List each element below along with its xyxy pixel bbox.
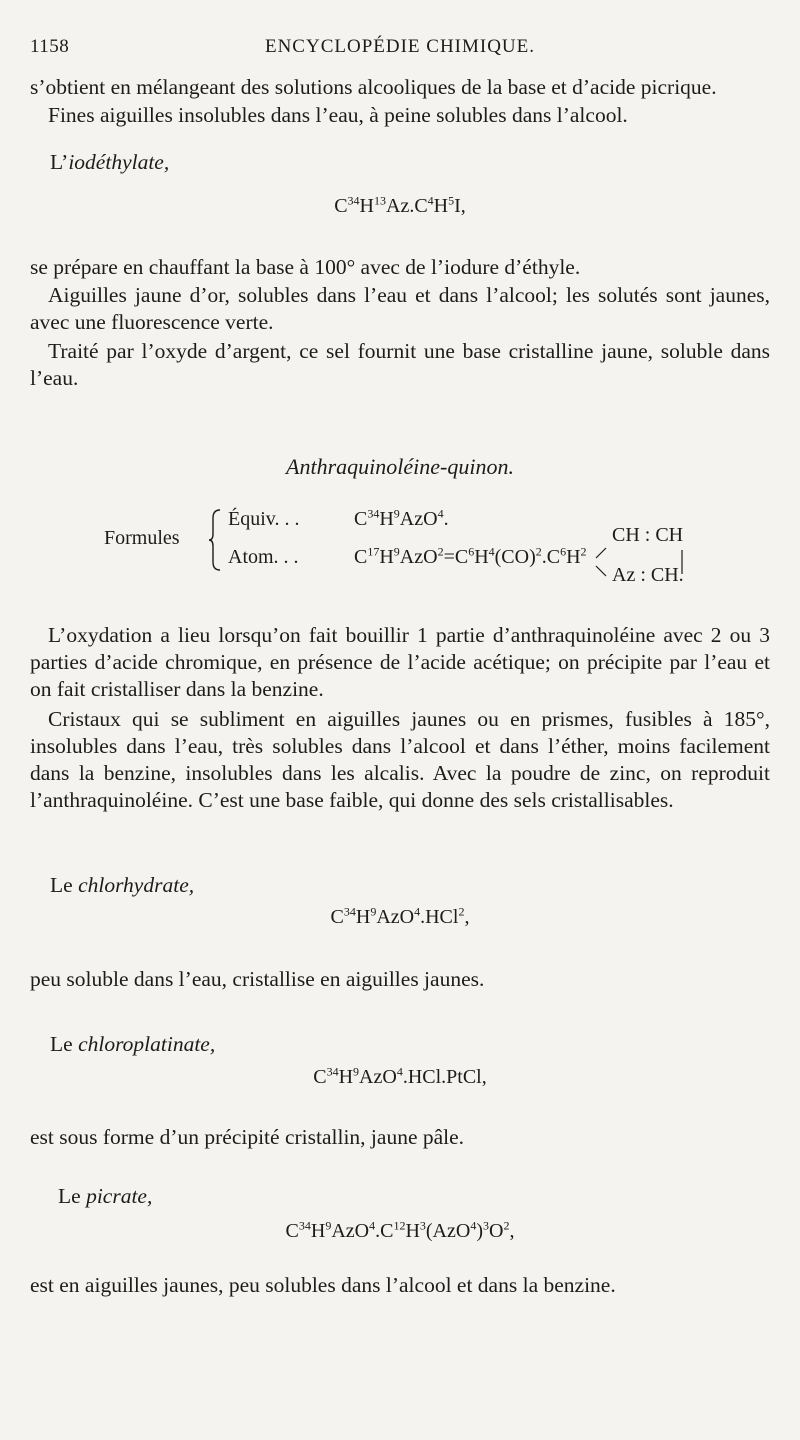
oxydation-paragraph: L’oxydation a lieu lorsqu’on fait bouillir 1 partie d’anthraquinoléine avec 2 ou 3 parties d’acide chromique, en présence de l’acide acétique; on précipite par l’eau et on fait cristalliser dans la benzine. (30, 623, 770, 701)
chloroplatinate-description: est sous forme d’un précipité cristallin, jaune pâle. (30, 1125, 465, 1149)
structure-top: CH : CH (612, 524, 684, 546)
picrate-heading: Le picrate, (58, 1184, 153, 1208)
iodethylate-oxide-reaction: Traité par l’oxyde d’argent, ce sel fournit une base cristalline jaune, soluble dans l’eau. (30, 339, 770, 390)
equiv-label: Équiv. . . (228, 508, 300, 530)
paragraph-obtention: s’obtient en mélangeant des solutions alcooliques de la base et d’acide picrique. (30, 75, 717, 99)
chloroplatinate-heading: Le chloroplatinate, (50, 1032, 216, 1056)
section-title: Anthraquinoléine-quinon. (286, 454, 514, 479)
chlorhydrate-heading: Le chlorhydrate, (50, 873, 195, 897)
chlorhydrate-description: peu soluble dans l’eau, cristallise en aiguilles jaunes. (30, 967, 485, 991)
chloroplatinate-formula: $C^{34}H^9AzO^4.HCl.PtCl$, (313, 1064, 487, 1088)
page-number: 1158 (30, 36, 70, 57)
formulas-label: Formules (104, 527, 180, 549)
iodethylate-heading: L’iodéthylate, (50, 150, 170, 174)
picrate-name: picrate, (86, 1184, 153, 1208)
iodethylate-name: iodéthylate, (68, 150, 170, 174)
atom-label: Atom. . . (228, 546, 299, 568)
page-header (30, 36, 770, 60)
picrate-description: est en aiguilles jaunes, peu solubles dans l’alcool et dans la benzine. (30, 1273, 616, 1297)
iodethylate-formula: $C^{34}H^{13}Az.C^4H^5I$, (334, 193, 466, 217)
curly-brace-icon (208, 508, 222, 572)
chloroplatinate-name: chloroplatinate, (78, 1032, 216, 1056)
paragraph-solubility: Fines aiguilles insolubles dans l’eau, à peine solubles dans l’alcool. (48, 103, 628, 127)
structure-bottom: Az : CH. (612, 564, 684, 586)
iodethylate-description: Aiguilles jaune d’or, solubles dans l’eau et dans l’alcool; les solutés sont jaunes, avec une fluorescence verte. (30, 283, 770, 334)
equiv-formula: $C^{34}H^9AzO^4$. (354, 506, 449, 530)
iodethylate-preparation: se prépare en chauffant la base à 100° avec de l’iodure d’éthyle. (30, 255, 581, 279)
atom-formula: $C^{17}H^9AzO^2=C^6H^4(CO)^2.C^6H^2$ (354, 544, 587, 568)
chlorhydrate-formula: $C^{34}H^9AzO^4.HCl^2$, (330, 904, 470, 928)
running-title: ENCYCLOPÉDIE CHIMIQUE. (264, 36, 536, 57)
picrate-formula: $C^{34}H^9AzO^4.C^{12}H^3(AzO^4)^3O^2$, (285, 1218, 515, 1242)
crystals-paragraph: Cristaux qui se subliment en aiguilles jaunes ou en prismes, fusibles à 185°, insolubles dans l’eau, très solubles dans l’alcool et dans l’éther, moins facilement dans la benzine, insolubles dans les alcalis. Avec la poudre de zinc, on reproduit l’anthraquinoléine. C’est une base faible, qui donne des sels cristallisables. (30, 707, 770, 812)
chlorhydrate-name: chlorhydrate, (78, 873, 195, 897)
